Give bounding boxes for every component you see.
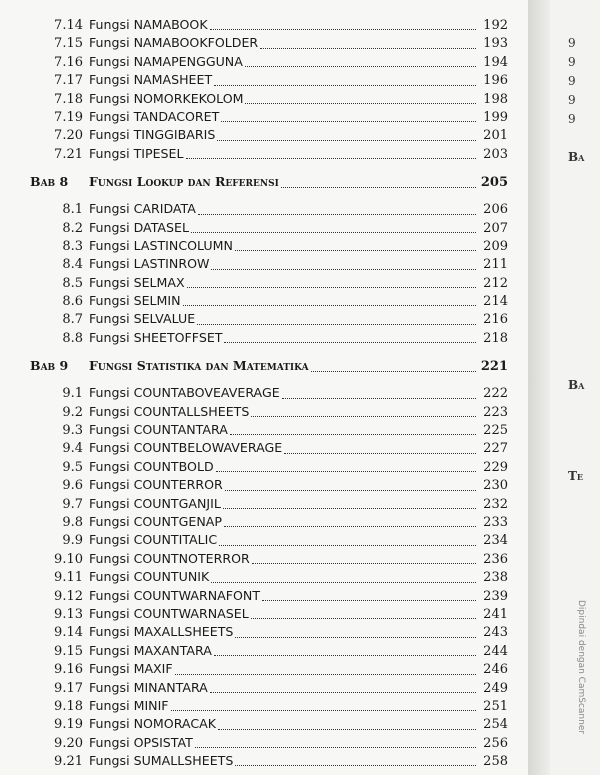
entry-title: Fungsi MINANTARA xyxy=(89,679,208,695)
dot-leader xyxy=(245,103,476,104)
entry-number: 7.14 xyxy=(54,18,83,33)
entry-title: Fungsi COUNTITALIC xyxy=(89,532,218,548)
entry-title: Fungsi COUNTGANJIL xyxy=(89,495,221,511)
toc-entry xyxy=(30,403,508,421)
right-page-fragment: 9 xyxy=(568,112,576,126)
toc-entry xyxy=(30,71,508,89)
entry-number: 9.13 xyxy=(54,606,83,622)
entry-title: Fungsi COUNTGENAP xyxy=(89,513,222,529)
toc-entry xyxy=(30,568,508,586)
entry-title: Fungsi COUNTWARNAFONT xyxy=(89,587,261,603)
entry-number: 9.3 xyxy=(62,423,83,439)
entry-title: Fungsi CARIDATA xyxy=(89,201,196,217)
dot-leader xyxy=(183,305,476,306)
dot-leader xyxy=(197,324,476,325)
entry-number: 7.17 xyxy=(54,73,83,89)
toc-entry xyxy=(30,237,508,255)
entry-page-number: 218 xyxy=(483,330,508,346)
toc-entry xyxy=(30,642,508,660)
entry-page-number: 236 xyxy=(483,551,508,567)
toc-entry xyxy=(30,145,508,163)
entry-page-number: 239 xyxy=(483,588,508,604)
entry-title: Fungsi SHEETOFFSET xyxy=(89,329,223,345)
chapter-title: Fungsi Lookup dan Referensi xyxy=(89,174,279,190)
entry-number: 9.14 xyxy=(54,625,83,641)
entry-page-number: 216 xyxy=(483,312,508,328)
toc-entry xyxy=(30,219,508,237)
dot-leader xyxy=(235,765,476,766)
right-page-fragment: 9 xyxy=(568,55,576,69)
right-page-fragment: Te xyxy=(568,469,584,483)
entry-page-number: 203 xyxy=(483,146,508,162)
right-page-fragment: 9 xyxy=(568,36,576,50)
entry-title: Fungsi NOMORACAK xyxy=(89,716,216,732)
entry-title: Fungsi DATASEL xyxy=(89,219,189,235)
toc-entry xyxy=(30,274,508,292)
entry-title: Fungsi TINGGIBARIS xyxy=(89,127,216,143)
toc-entry xyxy=(30,53,508,71)
toc-entry xyxy=(30,329,508,347)
entry-page-number: 258 xyxy=(483,754,508,770)
entry-title: Fungsi MINIF xyxy=(89,697,169,713)
entry-page-number: 225 xyxy=(483,423,508,439)
entry-page-number: 214 xyxy=(483,294,508,310)
chapter-page-number: 221 xyxy=(480,359,508,375)
entry-page-number: 212 xyxy=(483,275,508,291)
right-page-fragment: 9 xyxy=(568,93,576,107)
chapter-row xyxy=(30,172,508,192)
entry-title: Fungsi SELVALUE xyxy=(89,311,196,327)
chapter-row xyxy=(30,356,508,376)
entry-page-number: 211 xyxy=(483,257,508,273)
toc-entry xyxy=(30,255,508,273)
entry-page-number: 196 xyxy=(483,73,508,89)
dot-leader xyxy=(235,637,476,638)
toc-entry xyxy=(30,34,508,52)
dot-leader xyxy=(262,600,476,601)
entry-number: 8.1 xyxy=(62,202,83,218)
chapter-number: Bab 8 xyxy=(30,174,69,190)
dot-leader xyxy=(210,29,476,30)
entry-number: 9.5 xyxy=(62,459,83,475)
dot-leader xyxy=(211,582,476,583)
dot-leader xyxy=(221,121,476,122)
entry-page-number: 233 xyxy=(483,514,508,530)
scanner-watermark: Dipindai dengan CamScanner xyxy=(576,600,586,735)
chapter-spacer xyxy=(30,192,508,200)
toc-entry xyxy=(30,200,508,218)
entry-page-number: 201 xyxy=(483,128,508,144)
entry-number: 9.19 xyxy=(54,717,83,733)
toc-entry xyxy=(30,715,508,733)
entry-number: 9.15 xyxy=(54,643,83,659)
chapter-title: Fungsi Statistika dan Matematika xyxy=(89,358,309,374)
entry-title: Fungsi NAMABOOK xyxy=(89,17,208,32)
entry-title: Fungsi MAXIF xyxy=(89,661,173,677)
entry-number: 9.2 xyxy=(62,404,83,420)
entry-title: Fungsi SELMAX xyxy=(89,274,185,290)
toc-entry xyxy=(30,679,508,697)
entry-number: 7.20 xyxy=(54,128,83,144)
entry-title: Fungsi COUNTBOLD xyxy=(89,458,214,474)
toc-entry xyxy=(30,439,508,457)
table-of-contents xyxy=(30,16,508,770)
entry-page-number: 209 xyxy=(483,238,508,254)
dot-leader xyxy=(225,490,476,491)
toc-entry xyxy=(30,126,508,144)
dot-leader xyxy=(218,729,476,730)
entry-page-number: 193 xyxy=(483,36,508,52)
chapter-page-number: 205 xyxy=(480,175,508,191)
entry-title: Fungsi LASTINCOLUMN xyxy=(89,237,233,253)
entry-page-number: 223 xyxy=(483,404,508,420)
entry-page-number: 206 xyxy=(483,202,508,218)
entry-page-number: 207 xyxy=(483,220,508,236)
toc-entry xyxy=(30,531,508,549)
toc-entry xyxy=(30,623,508,641)
entry-number: 8.5 xyxy=(62,275,83,291)
entry-number: 8.8 xyxy=(62,330,83,346)
entry-title: Fungsi MAXALLSHEETS xyxy=(89,624,234,640)
entry-title: Fungsi TIPESEL xyxy=(89,145,184,161)
dot-leader xyxy=(311,371,476,372)
entry-page-number: 192 xyxy=(483,18,508,33)
entry-number: 8.6 xyxy=(62,294,83,310)
entry-number: 9.10 xyxy=(54,551,83,567)
toc-entry xyxy=(30,495,508,513)
entry-title: Fungsi NAMABOOKFOLDER xyxy=(89,35,259,51)
dot-leader xyxy=(282,398,476,399)
dot-leader xyxy=(223,508,476,509)
toc-entry xyxy=(30,310,508,328)
dot-leader xyxy=(211,269,476,270)
entry-title: Fungsi COUNTUNIK xyxy=(89,569,210,585)
entry-page-number: 230 xyxy=(483,478,508,494)
dot-leader xyxy=(252,563,476,564)
entry-number: 9.6 xyxy=(62,478,83,494)
entry-number: 9.17 xyxy=(54,680,83,696)
right-page-fragment: 9 xyxy=(568,74,576,88)
entry-number: 7.21 xyxy=(54,146,83,162)
dot-leader xyxy=(214,655,476,656)
entry-title: Fungsi NAMASHEET xyxy=(89,72,213,88)
entry-page-number: 222 xyxy=(483,386,508,402)
entry-number: 8.2 xyxy=(62,220,83,236)
entry-number: 7.15 xyxy=(54,36,83,52)
entry-number: 9.20 xyxy=(54,735,83,751)
entry-title: Fungsi TANDACORET xyxy=(89,108,220,124)
dot-leader xyxy=(251,416,476,417)
toc-entry xyxy=(30,476,508,494)
dot-leader xyxy=(224,526,476,527)
entry-title: Fungsi COUNTERROR xyxy=(89,477,223,493)
toc-entry xyxy=(30,605,508,623)
dot-leader xyxy=(245,66,476,67)
dot-leader xyxy=(191,232,476,233)
entry-page-number: 238 xyxy=(483,570,508,586)
entry-page-number: 229 xyxy=(483,459,508,475)
dot-leader xyxy=(198,214,476,215)
entry-page-number: 234 xyxy=(483,533,508,549)
entry-page-number: 232 xyxy=(483,496,508,512)
toc-entry xyxy=(30,292,508,310)
dot-leader xyxy=(214,85,476,86)
entry-page-number: 227 xyxy=(483,441,508,457)
entry-number: 9.12 xyxy=(54,588,83,604)
entry-number: 9.11 xyxy=(54,570,83,586)
toc-entry xyxy=(30,697,508,715)
dot-leader xyxy=(260,48,476,49)
toc-entry xyxy=(30,384,508,402)
toc-entry xyxy=(30,108,508,126)
dot-leader xyxy=(195,747,476,748)
dot-leader xyxy=(219,545,476,546)
dot-leader xyxy=(210,692,476,693)
toc-entry xyxy=(30,458,508,476)
entry-number: 7.18 xyxy=(54,91,83,107)
entry-number: 9.21 xyxy=(54,754,83,770)
dot-leader xyxy=(217,140,476,141)
entry-title: Fungsi SUMALLSHEETS xyxy=(89,753,234,769)
dot-leader xyxy=(224,342,476,343)
dot-leader xyxy=(175,674,476,675)
entry-page-number: 246 xyxy=(483,662,508,678)
entry-title: Fungsi COUNTNOTERROR xyxy=(89,550,250,566)
toc-entry xyxy=(30,752,508,770)
entry-page-number: 251 xyxy=(483,698,508,714)
entry-title: Fungsi COUNTANTARA xyxy=(89,422,228,438)
right-page-fragment: Ba xyxy=(568,150,585,164)
entry-number: 7.19 xyxy=(54,109,83,125)
dot-leader xyxy=(216,471,476,472)
entry-title: Fungsi NOMORKEKOLOM xyxy=(89,90,244,106)
entry-number: 8.7 xyxy=(62,312,83,328)
dot-leader xyxy=(230,434,476,435)
entry-number: 9.7 xyxy=(62,496,83,512)
entry-title: Fungsi SELMIN xyxy=(89,293,181,309)
dot-leader xyxy=(251,618,476,619)
entry-number: 9.16 xyxy=(54,662,83,678)
toc-entry xyxy=(30,734,508,752)
entry-number: 7.16 xyxy=(54,54,83,70)
toc-entry xyxy=(30,660,508,678)
toc-entry xyxy=(30,90,508,108)
entry-number: 8.4 xyxy=(62,257,83,273)
entry-number: 9.4 xyxy=(62,441,83,457)
dot-leader xyxy=(171,710,476,711)
entry-number: 9.18 xyxy=(54,698,83,714)
entry-page-number: 254 xyxy=(483,717,508,733)
entry-title: Fungsi COUNTABOVEAVERAGE xyxy=(89,385,280,401)
entry-title: Fungsi NAMAPENGGUNA xyxy=(89,53,243,69)
toc-entry xyxy=(30,421,508,439)
dot-leader xyxy=(281,187,476,188)
toc-entry xyxy=(30,513,508,531)
entry-number: 9.8 xyxy=(62,514,83,530)
toc-entry xyxy=(30,16,508,34)
entry-page-number: 241 xyxy=(483,606,508,622)
toc-entry xyxy=(30,587,508,605)
dot-leader xyxy=(284,453,476,454)
chapter-number: Bab 9 xyxy=(30,358,69,374)
dot-leader xyxy=(235,250,476,251)
entry-title: Fungsi OPSISTAT xyxy=(89,734,193,750)
entry-page-number: 198 xyxy=(483,91,508,107)
entry-page-number: 244 xyxy=(483,643,508,659)
entry-page-number: 256 xyxy=(483,735,508,751)
entry-title: Fungsi COUNTBELOWAVERAGE xyxy=(89,440,283,456)
entry-number: 9.1 xyxy=(62,386,83,402)
entry-title: Fungsi MAXANTARA xyxy=(89,642,212,658)
right-page-fragment: Ba xyxy=(568,378,585,392)
entry-title: Fungsi COUNTALLSHEETS xyxy=(89,403,250,419)
entry-title: Fungsi LASTINROW xyxy=(89,256,210,272)
entry-number: 9.9 xyxy=(62,533,83,549)
book-gutter xyxy=(528,0,550,775)
entry-page-number: 249 xyxy=(483,680,508,696)
entry-page-number: 199 xyxy=(483,109,508,125)
toc-entry xyxy=(30,550,508,568)
entry-page-number: 194 xyxy=(483,54,508,70)
entry-page-number: 243 xyxy=(483,625,508,641)
entry-number: 8.3 xyxy=(62,238,83,254)
dot-leader xyxy=(186,158,476,159)
entry-title: Fungsi COUNTWARNASEL xyxy=(89,605,249,621)
chapter-spacer xyxy=(30,376,508,384)
dot-leader xyxy=(187,287,476,288)
